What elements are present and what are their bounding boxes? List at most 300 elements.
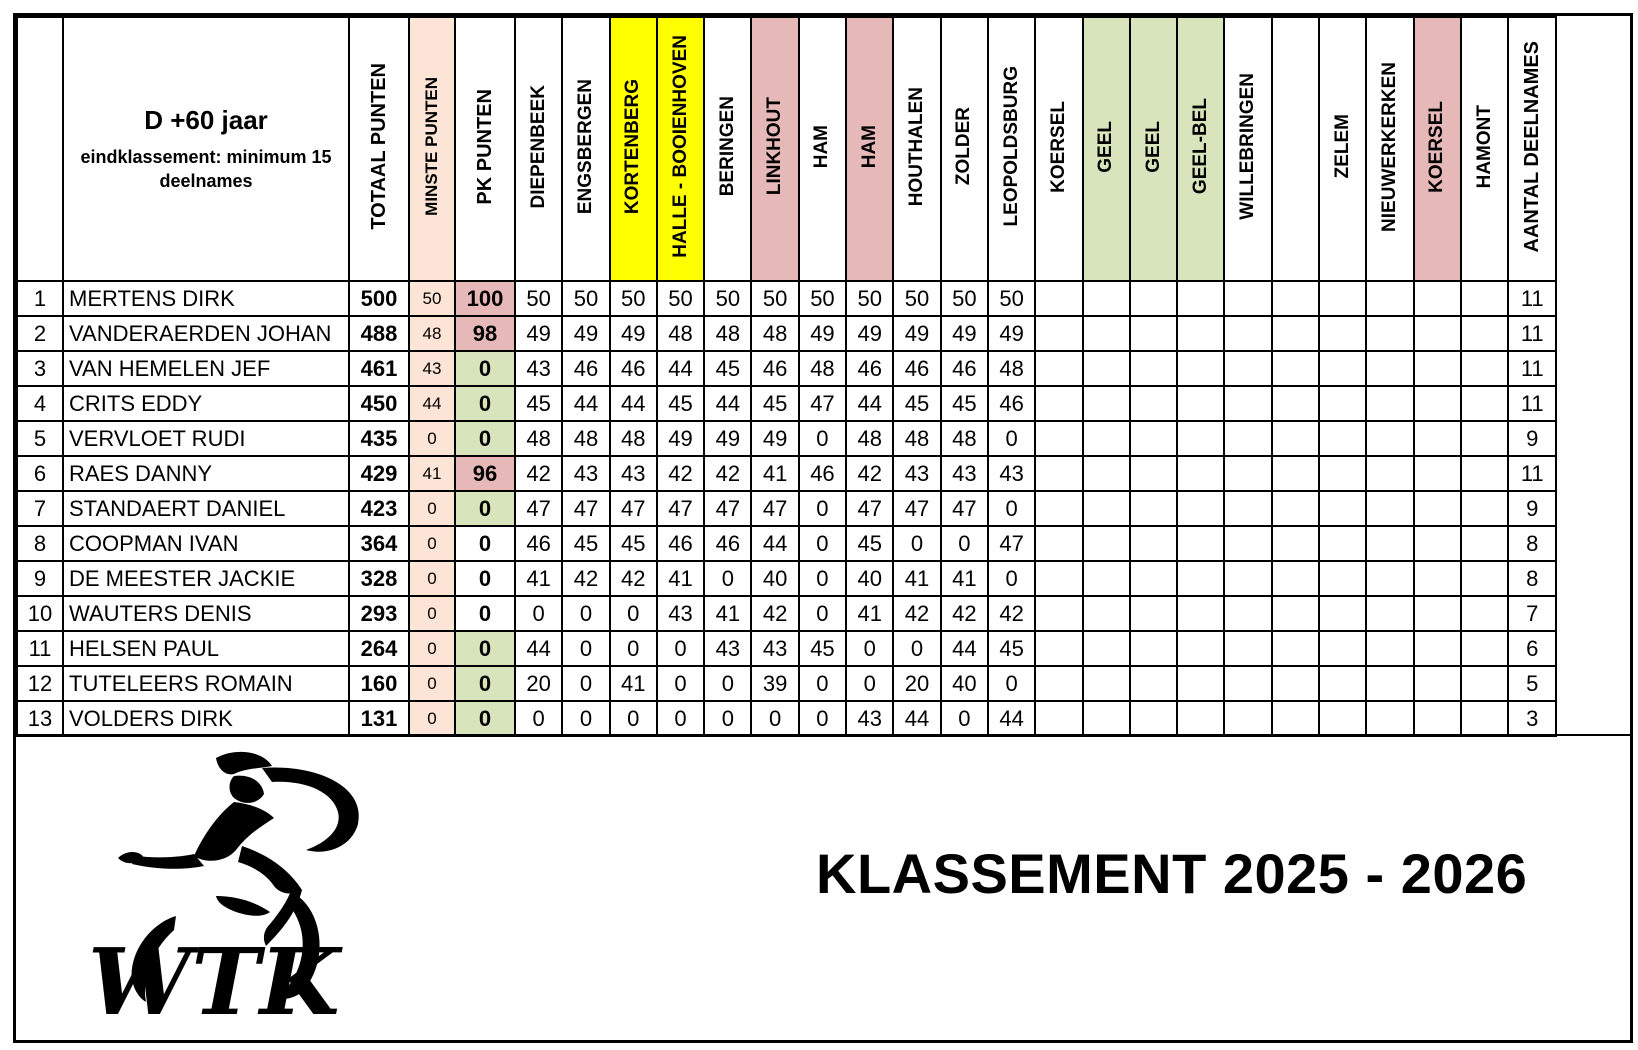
race-result-cell (1130, 351, 1177, 386)
race-result-cell (1366, 316, 1413, 351)
pk-points-cell: 0 (455, 351, 515, 386)
participation-count-cell: 9 (1508, 421, 1556, 456)
rider-name-cell: STANDAERT DANIEL (63, 491, 349, 526)
race-result-cell (1366, 456, 1413, 491)
race-result-cell (1083, 701, 1130, 736)
race-result-cell (1130, 631, 1177, 666)
race-result-cell (1319, 316, 1366, 351)
race-header (1414, 17, 1461, 281)
race-result-cell: 0 (562, 631, 609, 666)
race-result-cell (1177, 666, 1224, 701)
race-result-cell: 41 (941, 561, 988, 596)
race-result-cell (1461, 561, 1508, 596)
race-result-cell (1319, 666, 1366, 701)
race-result-cell: 45 (751, 386, 798, 421)
race-result-cell (1083, 386, 1130, 421)
min-points-cell: 48 (409, 316, 455, 351)
race-result-cell (1177, 596, 1224, 631)
rider-name-cell: VOLDERS DIRK (63, 701, 349, 736)
pk-points-cell: 0 (455, 526, 515, 561)
race-result-cell: 43 (704, 631, 751, 666)
race-result-cell: 46 (988, 386, 1035, 421)
race-name: HAM (811, 124, 833, 169)
race-result-cell: 43 (610, 456, 657, 491)
race-result-cell: 0 (799, 421, 846, 456)
race-result-cell (1035, 316, 1082, 351)
table-row (17, 561, 1556, 596)
race-result-cell (1177, 491, 1224, 526)
race-result-cell (1224, 351, 1271, 386)
race-result-cell: 47 (562, 491, 609, 526)
table-row (17, 421, 1556, 456)
min-points-cell: 0 (409, 526, 455, 561)
race-name: HAMONT (1473, 104, 1495, 189)
race-name: KOERSEL (1047, 100, 1069, 193)
race-name: LINKHOUT (764, 97, 786, 196)
race-result-cell (1035, 421, 1082, 456)
race-result-cell: 0 (610, 596, 657, 631)
race-result-cell: 0 (846, 666, 893, 701)
race-result-cell: 46 (893, 351, 940, 386)
race-result-cell (1224, 386, 1271, 421)
race-result-cell: 44 (941, 631, 988, 666)
min-points-cell: 0 (409, 631, 455, 666)
race-result-cell: 49 (799, 316, 846, 351)
rank-cell: 6 (17, 456, 63, 491)
race-result-cell: 44 (515, 631, 562, 666)
pk-points-cell: 0 (455, 491, 515, 526)
race-result-cell (1272, 701, 1319, 736)
race-name: GEEL (1095, 120, 1117, 173)
race-result-cell: 42 (610, 561, 657, 596)
race-name: GEEL-BEL (1189, 98, 1211, 195)
race-header (751, 17, 798, 281)
rank-cell: 9 (17, 561, 63, 596)
rider-name-cell: COOPMAN IVAN (63, 526, 349, 561)
race-result-cell: 45 (704, 351, 751, 386)
rank-cell: 10 (17, 596, 63, 631)
min-points-cell: 44 (409, 386, 455, 421)
rider-name-cell: CRITS EDDY (63, 386, 349, 421)
race-result-cell (1319, 386, 1366, 421)
rank-cell: 2 (17, 316, 63, 351)
race-result-cell (1035, 281, 1082, 316)
race-result-cell: 45 (610, 526, 657, 561)
footer-area (16, 734, 1630, 1042)
race-result-cell (1414, 561, 1461, 596)
wtk-cyclist-logo (66, 746, 396, 1026)
race-header (610, 17, 657, 281)
race-result-cell: 0 (799, 491, 846, 526)
race-result-cell (1414, 281, 1461, 316)
pk-points-cell: 0 (455, 421, 515, 456)
race-result-cell (1130, 281, 1177, 316)
race-result-cell (1319, 596, 1366, 631)
race-header (799, 17, 846, 281)
race-result-cell: 0 (941, 701, 988, 736)
race-result-cell: 44 (657, 351, 704, 386)
race-result-cell: 48 (562, 421, 609, 456)
race-result-cell: 42 (515, 456, 562, 491)
race-result-cell: 47 (988, 526, 1035, 561)
race-result-cell (1224, 526, 1271, 561)
race-header (1461, 17, 1508, 281)
rank-cell: 1 (17, 281, 63, 316)
race-result-cell (1461, 456, 1508, 491)
race-result-cell: 42 (657, 456, 704, 491)
participation-count-cell: 11 (1508, 351, 1556, 386)
race-result-cell: 48 (846, 421, 893, 456)
participation-count-cell: 11 (1508, 456, 1556, 491)
rider-name-cell: MERTENS DIRK (63, 281, 349, 316)
race-result-cell (1083, 281, 1130, 316)
race-result-cell: 0 (988, 421, 1035, 456)
race-result-cell: 44 (846, 386, 893, 421)
race-result-cell: 50 (751, 281, 798, 316)
race-header (515, 17, 562, 281)
race-result-cell: 48 (704, 316, 751, 351)
race-result-cell: 41 (515, 561, 562, 596)
total-points-cell: 429 (349, 456, 409, 491)
race-result-cell (1130, 316, 1177, 351)
race-result-cell (1130, 666, 1177, 701)
race-result-cell (1366, 561, 1413, 596)
race-result-cell (1319, 561, 1366, 596)
race-result-cell (1177, 456, 1224, 491)
race-result-cell (1083, 561, 1130, 596)
race-result-cell: 20 (893, 666, 940, 701)
race-result-cell: 50 (846, 281, 893, 316)
season-title: KLASSEMENT 2025 - 2026 (816, 842, 1528, 905)
race-name: HAM (858, 124, 880, 169)
race-name: WILLEBRINGEN (1237, 73, 1259, 220)
race-result-cell: 45 (941, 386, 988, 421)
race-name: NIEUWERKERKEN (1378, 61, 1400, 232)
total-points-cell: 488 (349, 316, 409, 351)
race-result-cell (1224, 596, 1271, 631)
table-row (17, 666, 1556, 701)
race-result-cell (1461, 386, 1508, 421)
race-result-cell (1224, 316, 1271, 351)
race-result-cell: 48 (515, 421, 562, 456)
race-header (1319, 17, 1366, 281)
race-result-cell (1319, 526, 1366, 561)
rank-cell: 13 (17, 701, 63, 736)
participation-count-cell: 11 (1508, 281, 1556, 316)
race-result-cell: 44 (988, 701, 1035, 736)
race-result-cell (1177, 281, 1224, 316)
race-result-cell: 46 (610, 351, 657, 386)
rank-cell: 7 (17, 491, 63, 526)
pk-points-cell: 0 (455, 386, 515, 421)
race-result-cell: 50 (704, 281, 751, 316)
race-result-cell (1035, 701, 1082, 736)
race-result-cell: 48 (941, 421, 988, 456)
race-result-cell (1083, 421, 1130, 456)
race-result-cell: 45 (893, 386, 940, 421)
race-result-cell (1130, 701, 1177, 736)
race-result-cell: 45 (799, 631, 846, 666)
total-points-cell: 364 (349, 526, 409, 561)
race-name: BERINGEN (716, 96, 738, 197)
race-result-cell (1035, 456, 1082, 491)
race-result-cell (1130, 561, 1177, 596)
participation-count-cell: 5 (1508, 666, 1556, 701)
table-row (17, 491, 1556, 526)
race-result-cell: 0 (657, 666, 704, 701)
race-result-cell: 50 (515, 281, 562, 316)
race-result-cell: 49 (657, 421, 704, 456)
race-result-cell: 50 (657, 281, 704, 316)
min-points-cell: 0 (409, 561, 455, 596)
race-result-cell: 45 (562, 526, 609, 561)
race-result-cell (1224, 456, 1271, 491)
race-result-cell: 47 (846, 491, 893, 526)
race-result-cell (1461, 281, 1508, 316)
race-result-cell (1461, 351, 1508, 386)
race-result-cell: 20 (515, 666, 562, 701)
race-header (1035, 17, 1082, 281)
race-result-cell: 43 (846, 701, 893, 736)
race-result-cell (1130, 491, 1177, 526)
race-result-cell: 41 (657, 561, 704, 596)
race-result-cell (1414, 526, 1461, 561)
header-row (17, 17, 1556, 281)
race-result-cell: 0 (799, 596, 846, 631)
race-result-cell (1272, 561, 1319, 596)
race-result-cell (1035, 561, 1082, 596)
race-result-cell (1272, 421, 1319, 456)
race-result-cell (1130, 421, 1177, 456)
race-header (988, 17, 1035, 281)
race-result-cell: 41 (704, 596, 751, 631)
race-result-cell: 0 (799, 561, 846, 596)
race-result-cell (1319, 631, 1366, 666)
min-points-cell: 0 (409, 666, 455, 701)
race-result-cell: 41 (893, 561, 940, 596)
race-result-cell (1366, 596, 1413, 631)
race-result-cell (1414, 491, 1461, 526)
race-result-cell (1461, 316, 1508, 351)
race-result-cell: 43 (515, 351, 562, 386)
pk-points-header: PK PUNTEN (455, 17, 515, 281)
ranking-table (16, 16, 1557, 737)
race-result-cell: 0 (941, 526, 988, 561)
min-points-cell: 41 (409, 456, 455, 491)
race-result-cell: 42 (941, 596, 988, 631)
race-header (846, 17, 893, 281)
race-result-cell (1130, 526, 1177, 561)
race-result-cell: 50 (799, 281, 846, 316)
race-result-cell: 44 (751, 526, 798, 561)
race-result-cell: 49 (704, 421, 751, 456)
race-result-cell (1366, 701, 1413, 736)
participation-count-cell: 8 (1508, 526, 1556, 561)
race-result-cell: 0 (988, 561, 1035, 596)
race-result-cell: 0 (799, 666, 846, 701)
race-result-cell: 50 (941, 281, 988, 316)
race-result-cell (1366, 281, 1413, 316)
race-name: ZELEM (1331, 114, 1353, 179)
race-result-cell: 49 (846, 316, 893, 351)
min-points-cell: 0 (409, 596, 455, 631)
rank-cell: 4 (17, 386, 63, 421)
race-result-cell: 49 (515, 316, 562, 351)
race-result-cell (1319, 421, 1366, 456)
participation-count-header: AANTAL DEELNAMES (1508, 17, 1556, 281)
race-result-cell: 0 (704, 701, 751, 736)
total-points-cell: 450 (349, 386, 409, 421)
race-result-cell: 49 (562, 316, 609, 351)
race-result-cell: 43 (941, 456, 988, 491)
race-header (893, 17, 940, 281)
race-result-cell: 50 (610, 281, 657, 316)
race-result-cell: 50 (562, 281, 609, 316)
race-result-cell (1461, 701, 1508, 736)
race-result-cell (1177, 561, 1224, 596)
race-result-cell (1177, 351, 1224, 386)
race-result-cell: 42 (846, 456, 893, 491)
table-row (17, 281, 1556, 316)
rank-cell: 8 (17, 526, 63, 561)
race-result-cell: 46 (751, 351, 798, 386)
race-result-cell (1319, 701, 1366, 736)
race-result-cell: 0 (515, 596, 562, 631)
race-header (1224, 17, 1271, 281)
race-result-cell (1083, 596, 1130, 631)
participation-count-cell: 8 (1508, 561, 1556, 596)
race-result-cell: 47 (610, 491, 657, 526)
race-result-cell: 45 (657, 386, 704, 421)
race-result-cell (1035, 491, 1082, 526)
pk-points-cell: 0 (455, 666, 515, 701)
race-result-cell (1366, 526, 1413, 561)
race-result-cell (1224, 491, 1271, 526)
race-result-cell: 45 (515, 386, 562, 421)
race-result-cell (1366, 491, 1413, 526)
race-result-cell (1083, 351, 1130, 386)
race-name: ZOLDER (953, 107, 975, 186)
race-result-cell: 49 (610, 316, 657, 351)
race-result-cell (1083, 526, 1130, 561)
race-name: DIEPENBEEK (527, 84, 549, 209)
race-name: ENGSBERGEN (574, 78, 596, 215)
table-row (17, 526, 1556, 561)
race-result-cell: 0 (657, 631, 704, 666)
race-result-cell (1461, 666, 1508, 701)
race-result-cell (1366, 631, 1413, 666)
race-result-cell: 45 (988, 631, 1035, 666)
race-result-cell (1319, 351, 1366, 386)
race-result-cell: 49 (751, 421, 798, 456)
pk-points-cell: 100 (455, 281, 515, 316)
race-result-cell (1366, 386, 1413, 421)
table-row (17, 386, 1556, 421)
race-result-cell (1461, 421, 1508, 456)
race-result-cell: 0 (610, 631, 657, 666)
race-result-cell: 48 (657, 316, 704, 351)
race-result-cell: 46 (515, 526, 562, 561)
race-result-cell: 0 (893, 631, 940, 666)
race-result-cell: 49 (893, 316, 940, 351)
race-result-cell (1461, 526, 1508, 561)
rank-cell: 3 (17, 351, 63, 386)
race-result-cell: 50 (893, 281, 940, 316)
race-result-cell (1461, 631, 1508, 666)
race-result-cell: 46 (704, 526, 751, 561)
participation-count-cell: 9 (1508, 491, 1556, 526)
race-result-cell: 48 (893, 421, 940, 456)
race-result-cell: 43 (988, 456, 1035, 491)
rider-name-cell: HELSEN PAUL (63, 631, 349, 666)
race-result-cell (1319, 456, 1366, 491)
race-result-cell: 46 (657, 526, 704, 561)
table-row (17, 316, 1556, 351)
race-result-cell: 0 (562, 596, 609, 631)
race-result-cell (1414, 666, 1461, 701)
race-result-cell: 43 (562, 456, 609, 491)
race-result-cell: 44 (893, 701, 940, 736)
rider-name-cell: WAUTERS DENIS (63, 596, 349, 631)
race-result-cell (1272, 491, 1319, 526)
race-header (1366, 17, 1413, 281)
race-result-cell (1319, 491, 1366, 526)
race-result-cell (1272, 631, 1319, 666)
race-result-cell (1035, 596, 1082, 631)
rider-name-cell: VERVLOET RUDI (63, 421, 349, 456)
race-result-cell (1366, 421, 1413, 456)
race-header (941, 17, 988, 281)
race-result-cell (1224, 561, 1271, 596)
race-result-cell (1272, 316, 1319, 351)
category-title: D +60 jaar (144, 105, 268, 136)
race-result-cell (1130, 596, 1177, 631)
category-subtitle: eindklassement: minimum 15 deelnames (80, 147, 332, 191)
rank-header (17, 17, 63, 281)
race-result-cell (1224, 701, 1271, 736)
min-points-cell: 0 (409, 421, 455, 456)
race-result-cell: 48 (988, 351, 1035, 386)
total-points-cell: 500 (349, 281, 409, 316)
title-cell (63, 17, 349, 281)
participation-count-cell: 11 (1508, 316, 1556, 351)
race-result-cell (1319, 281, 1366, 316)
rider-name-cell: VANDERAERDEN JOHAN (63, 316, 349, 351)
race-result-cell (1083, 491, 1130, 526)
race-result-cell: 41 (751, 456, 798, 491)
race-result-cell: 49 (941, 316, 988, 351)
race-result-cell: 47 (751, 491, 798, 526)
min-points-header: MINSTE PUNTEN (409, 17, 455, 281)
table-row (17, 631, 1556, 666)
table-row (17, 701, 1556, 736)
rank-cell: 11 (17, 631, 63, 666)
race-result-cell (1083, 316, 1130, 351)
pk-points-cell: 0 (455, 701, 515, 736)
table-row (17, 596, 1556, 631)
race-result-cell: 50 (988, 281, 1035, 316)
race-result-cell (1083, 666, 1130, 701)
race-result-cell: 0 (562, 666, 609, 701)
race-result-cell (1414, 421, 1461, 456)
race-result-cell: 47 (657, 491, 704, 526)
race-result-cell: 44 (704, 386, 751, 421)
race-result-cell: 46 (941, 351, 988, 386)
race-name: KOERSEL (1426, 100, 1448, 193)
race-result-cell (1224, 666, 1271, 701)
pk-points-cell: 96 (455, 456, 515, 491)
race-result-cell: 0 (846, 631, 893, 666)
